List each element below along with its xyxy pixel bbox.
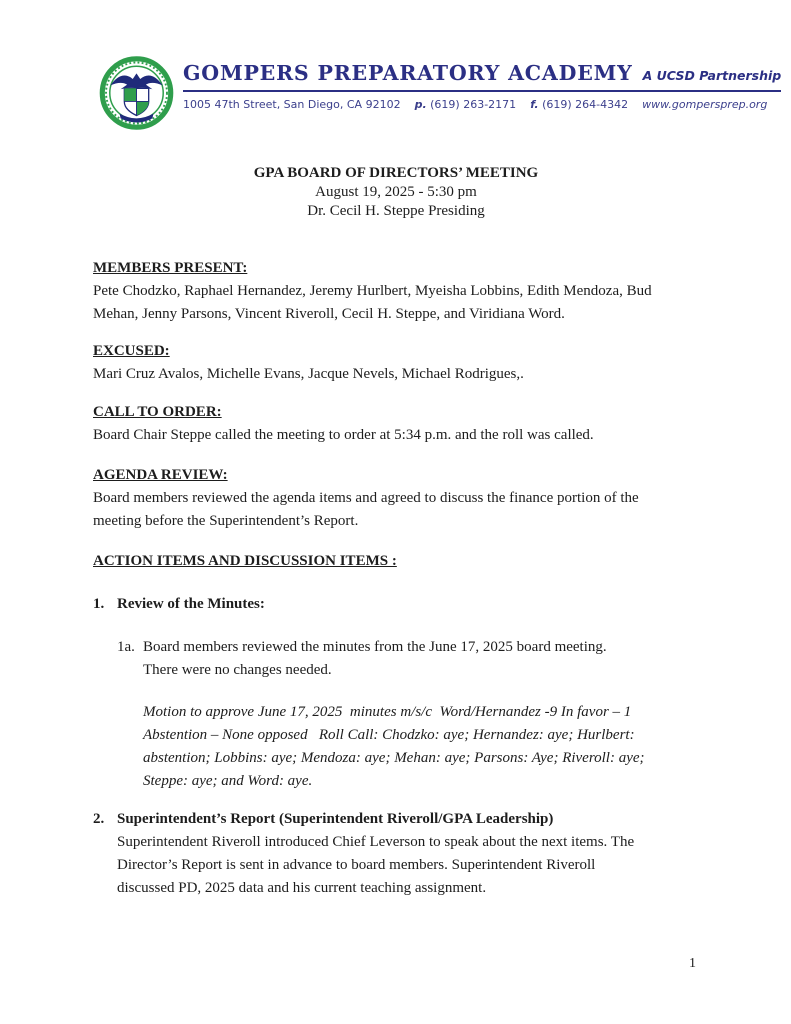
meeting-datetime: August 19, 2025 - 5:30 pm xyxy=(315,184,477,200)
letterhead-text xyxy=(183,55,781,111)
phone-number: (619) 263-2171 xyxy=(430,98,517,111)
letterhead xyxy=(99,55,782,131)
school-name: GOMPERS PREPARATORY ACADEMY xyxy=(183,61,633,85)
street-address: 1005 47th Street, San Diego, CA 92102 xyxy=(183,98,401,111)
item-2-number: 2. xyxy=(93,811,105,827)
presiding-officer: Dr. Cecil H. Steppe Presiding xyxy=(307,203,485,219)
school-seal-logo xyxy=(99,55,174,131)
partnership-tagline: A UCSD Partnership xyxy=(642,68,782,83)
section-call-to-order xyxy=(93,401,699,447)
section-members-present xyxy=(93,257,699,326)
phone-label: p. xyxy=(414,98,427,111)
agenda-review-heading: AGENDA REVIEW: xyxy=(93,467,228,483)
meeting-title: GPA BOARD OF DIRECTORS’ MEETING xyxy=(253,165,539,181)
section-action-items xyxy=(93,550,699,573)
fax-label: f. xyxy=(530,98,539,111)
agenda-item-1a xyxy=(117,636,699,682)
call-to-order-text: Board Chair Steppe called the meeting to order at 5:34 p.m. and the roll was called. xyxy=(93,427,594,443)
motion-record: Motion to approve June 17, 2025 minutes m/s/c Word/Hernandez -9 In favor – 1 Abstention – None opposed Roll Call: Chodzko: aye; Hernandez: aye; Hurlbert: abstention; Lobbins: aye; Mendoza: aye; Mehan: aye; Parsons: Aye; Riveroll: aye; Steppe: aye; and Word: aye. xyxy=(143,704,645,789)
item-1a-number: 1a. xyxy=(117,639,135,655)
agenda-item-1 xyxy=(93,593,699,616)
call-to-order-heading: CALL TO ORDER: xyxy=(93,404,222,420)
document-title-block xyxy=(93,164,699,221)
item-2-title: Superintendent’s Report (Superintendent Riveroll/GPA Leadership) xyxy=(117,811,554,827)
website-url: www.gompersprep.org xyxy=(642,98,768,111)
members-present-list: Pete Chodzko, Raphael Hernandez, Jeremy Hurlbert, Myeisha Lobbins, Edith Mendoza, Bud Mehan, Jenny Parsons, Vincent Riveroll, Cecil H. Steppe, and Viridiana Word. xyxy=(93,283,652,322)
fax-number: (619) 264-4342 xyxy=(542,98,629,111)
agenda-item-2 xyxy=(93,808,699,900)
item-1a-text: Board members reviewed the minutes from the June 17, 2025 board meeting. There were no changes needed. xyxy=(143,639,607,678)
members-present-heading: MEMBERS PRESENT: xyxy=(93,260,248,276)
agenda-review-text: Board members reviewed the agenda items and agreed to discuss the finance portion of the meeting before the Superintendent’s Report. xyxy=(93,490,639,529)
item-1-title: Review of the Minutes: xyxy=(117,596,265,612)
section-agenda-review xyxy=(93,464,699,533)
minutes-document-body xyxy=(93,164,699,900)
action-items-heading: ACTION ITEMS AND DISCUSSION ITEMS : xyxy=(93,553,397,569)
contact-line xyxy=(183,98,781,111)
item-2-text: Superintendent Riveroll introduced Chief Leverson to speak about the next items. The Director’s Report is sent in advance to board members. Superintendent Riveroll discussed PD, 2025 data and his current teaching assignment. xyxy=(117,834,635,896)
item-1-number: 1. xyxy=(93,596,105,612)
excused-heading: EXCUSED: xyxy=(93,343,170,359)
excused-list: Mari Cruz Avalos, Michelle Evans, Jacque Nevels, Michael Rodrigues,. xyxy=(93,366,524,382)
section-excused xyxy=(93,340,699,386)
page-number: 1 xyxy=(689,956,696,971)
